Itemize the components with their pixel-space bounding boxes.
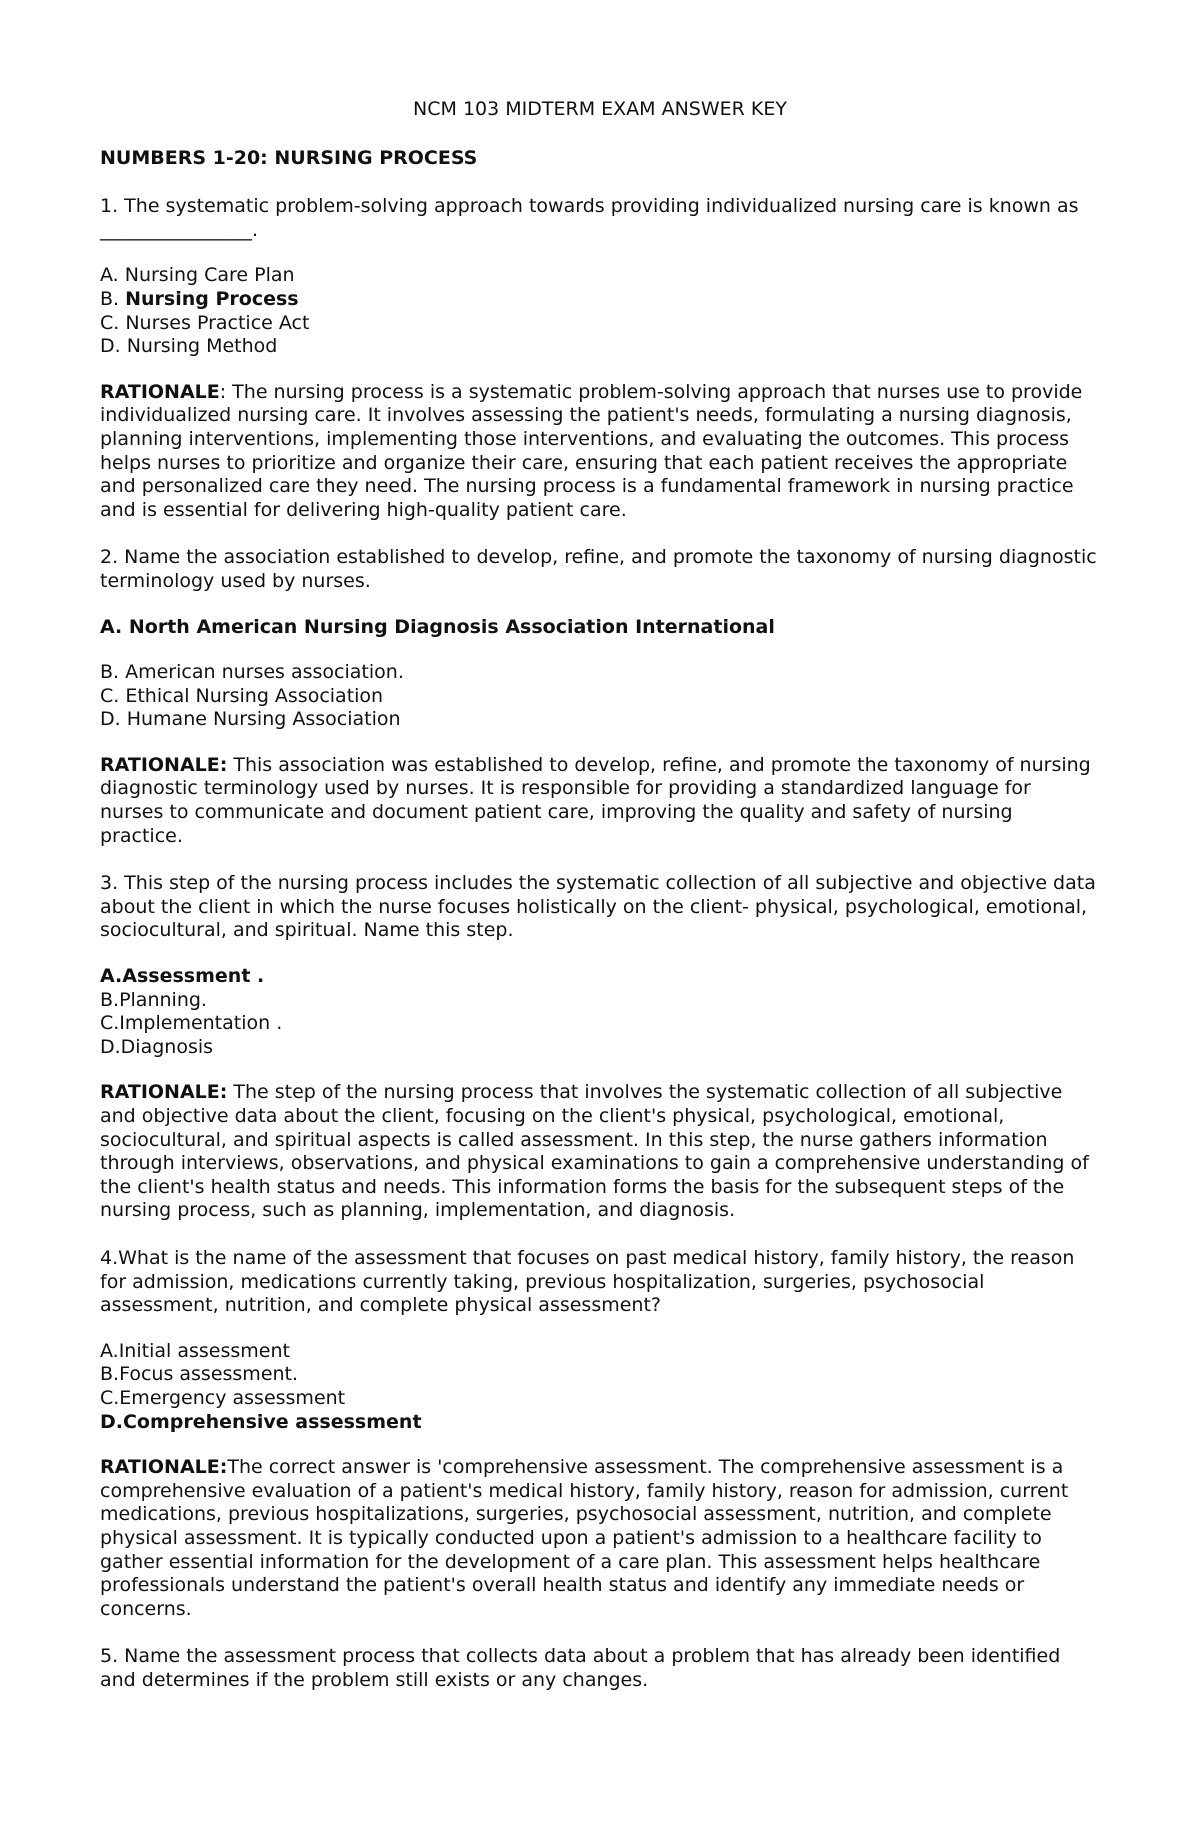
rationale-2-text: This association was established to develop, refine, and promote the taxonomy of nursing diagnostic terminology used by nurses. It is responsible for providing a standardized language for nurses to communicate and document patient care, improving the quality and safety of nursing practice. bbox=[100, 753, 1091, 847]
option-1d: D. Nursing Method bbox=[100, 335, 278, 358]
option-2d: D. Humane Nursing Association bbox=[100, 708, 401, 731]
question-2: 2. Name the association established to develop, refine, and promote the taxonomy of nursing diagnostic terminology used by nurses. bbox=[100, 546, 1097, 592]
answer-2a: A. North American Nursing Diagnosis Association International bbox=[100, 615, 775, 638]
option-2b: B. American nurses association. bbox=[100, 661, 404, 684]
option-4d-answer: D.Comprehensive assessment bbox=[100, 1410, 422, 1433]
option-1b bbox=[100, 288, 1100, 312]
option-1a: A. Nursing Care Plan bbox=[100, 264, 295, 287]
option-4c: C.Emergency assessment bbox=[100, 1386, 346, 1409]
rationale-3 bbox=[100, 1081, 1100, 1223]
page-title: NCM 103 MIDTERM EXAM ANSWER KEY bbox=[413, 98, 787, 120]
rationale-3-label: RATIONALE: bbox=[100, 1081, 228, 1104]
rationale-1-label: RATIONALE bbox=[100, 380, 220, 403]
question-4-options bbox=[100, 1340, 1100, 1434]
question-3: 3. This step of the nursing process includes the systematic collection of all subjective and objective data about the client in which the nurse focuses holistically on the client- physical, psychological, emotional, sociocultural, and spiritual. Name this step. bbox=[100, 872, 1096, 942]
rationale-4-text: The correct answer is 'comprehensive assessment. The comprehensive assessment is a comprehensive evaluation of a patient's medical history, family history, reason for admission, current medications, previous hospitalizations, surgeries, psychosocial assessment, nutrition, and complete physical assessment. It is typically conducted upon a patient's admission to a healthcare facility to gather essential information for the development of a care plan. This assessment helps healthcare professionals understand the patient's overall health status and identify any immediate needs or concerns. bbox=[100, 1456, 1069, 1620]
question-3-options bbox=[100, 965, 1100, 1059]
option-1b-answer: Nursing Process bbox=[125, 287, 299, 310]
rationale-4 bbox=[100, 1456, 1100, 1621]
rationale-4-label: RATIONALE: bbox=[100, 1456, 228, 1479]
question-1: 1. The systematic problem-solving approach towards providing individualized nursing care is known as ________________. bbox=[100, 195, 1079, 241]
option-1c: C. Nurses Practice Act bbox=[100, 311, 310, 334]
rationale-1-text: : The nursing process is a systematic problem-solving approach that nurses use to provide individualized nursing care. It involves assessing the patient's needs, formulating a nursing diagnosis, planning interventions, implementing those interventions, and evaluating the outcomes. This process helps nurses to prioritize and organize their care, ensuring that each patient receives the appropriate and personalized care they need. The nursing process is a fundamental framework in nursing practice and is essential for delivering high-quality patient care. bbox=[100, 380, 1083, 521]
option-2c: C. Ethical Nursing Association bbox=[100, 684, 384, 707]
question-1-options bbox=[100, 264, 1100, 358]
rationale-1 bbox=[100, 381, 1100, 523]
option-3d: D.Diagnosis bbox=[100, 1035, 214, 1058]
option-4a: A.Initial assessment bbox=[100, 1339, 290, 1362]
rationale-3-text: The step of the nursing process that involves the systematic collection of all subjective and objective data about the client, focusing on the client's physical, psychological, emotional, sociocultural, and spiritual aspects is called assessment. In this step, the nurse gathers information through interviews, observations, and physical examinations to gain a comprehensive understanding of the client's health status and needs. This information forms the basis for the subsequent steps of the nursing process, such as planning, implementation, and diagnosis. bbox=[100, 1081, 1089, 1222]
option-4b: B.Focus assessment. bbox=[100, 1363, 299, 1386]
option-1b-letter: B. bbox=[100, 287, 126, 310]
option-3b: B.Planning. bbox=[100, 988, 207, 1011]
option-3a-answer: A.Assessment . bbox=[100, 965, 265, 988]
question-2-options bbox=[100, 661, 1100, 732]
rationale-2-label: RATIONALE: bbox=[100, 753, 228, 776]
section-heading: NUMBERS 1-20: NURSING PROCESS bbox=[100, 146, 478, 169]
rationale-2 bbox=[100, 754, 1100, 848]
question-5: 5. Name the assessment process that collects data about a problem that has already been identified and determines if the problem still exists or any changes. bbox=[100, 1645, 1061, 1691]
question-4: 4.What is the name of the assessment that focuses on past medical history, family history, the reason for admission, medications currently taking, previous hospitalization, surgeries, psychosocial assessment, nutrition, and complete physical assessment? bbox=[100, 1246, 1075, 1317]
option-3c: C.Implementation . bbox=[100, 1012, 283, 1035]
